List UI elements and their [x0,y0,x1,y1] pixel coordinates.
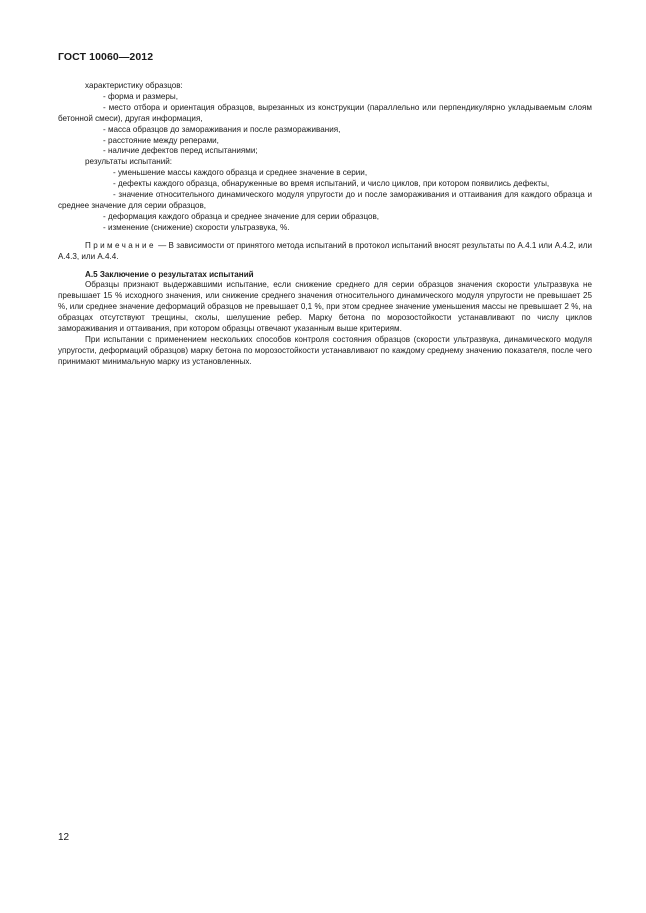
page-number: 12 [58,832,70,843]
document-body [58,81,592,368]
list-item-defects-during: - дефекты каждого образца, обнаруженные во время испытаний, и число циклов, при котором появились дефекты, [113,179,550,189]
list-item-ultrasound-speed: - изменение (снижение) скорости ультразвука, %. [103,222,290,232]
conclusion-paragraph-2: При испытании с применением нескольких способов контроля состояния образцов (скорости ультразвука, динамического модуля упругости, деформаций образцов) марку бетона по морозостойкости устанавливают по каждому среднему значению показателя, после чего принимают минимальную марку из установленных. [58,334,592,366]
note-paragraph [58,241,592,263]
list-item-mass-decrease: - уменьшение массы каждого образца и среднее значение в серии, [113,168,368,178]
list-item-deformation: - деформация каждого образца и среднее значение для серии образцов, [103,211,380,221]
conclusion-paragraph-1: Образцы признают выдержавшими испытание, если снижение среднего для серии образцов значения скорости ультразвука не превышает 15 % исходного значения, или снижение среднего значения относительного динамического модуля упругости не превышает 25 %, или среднее значение деформаций образцов не превышает 0,1 %, при этом среднее значение уменьшения массы не превышает 2 %, на образцах отсутствуют трещины, сколы, шелушение ребер. Марку бетона по морозостойкости устанавливают по числу циклов замораживания и оттаивания, при котором образцы отвечают указанным выше критериям. [58,280,592,334]
characteristics-intro: характеристику образцов: [85,81,183,90]
list-item-defects-before: - наличие дефектов перед испытаниями; [103,146,258,156]
list-item-reper-distance: - расстояние между реперами, [103,135,219,145]
document-header: ГОСТ 10060—2012 [58,51,154,63]
list-item-shape-size: - форма и размеры, [103,91,178,101]
note-text: — В зависимости от принятого метода испытаний в протокол испытаний вносят результаты по А.4.1 или А.4.2, или А.4.3, или А.4.4. [58,240,592,261]
list-item-sampling-location: - место отбора и ориентация образцов, вырезанных из конструкции (параллельно или перпендикулярно укладываемым слоям бетонной смеси), другая информация, [58,102,592,123]
results-intro: результаты испытаний: [85,157,172,167]
list-item-sample-mass: - масса образцов до замораживания и после размораживания, [103,124,341,134]
note-label: Примечание [85,240,156,250]
list-item-elastic-modulus: - значение относительного динамического модуля упругости до и после замораживания и оттаивания для каждого образца и среднее значение для серии образцов, [58,190,592,210]
section-title: А.5 Заключение о результатах испытаний [85,269,254,279]
